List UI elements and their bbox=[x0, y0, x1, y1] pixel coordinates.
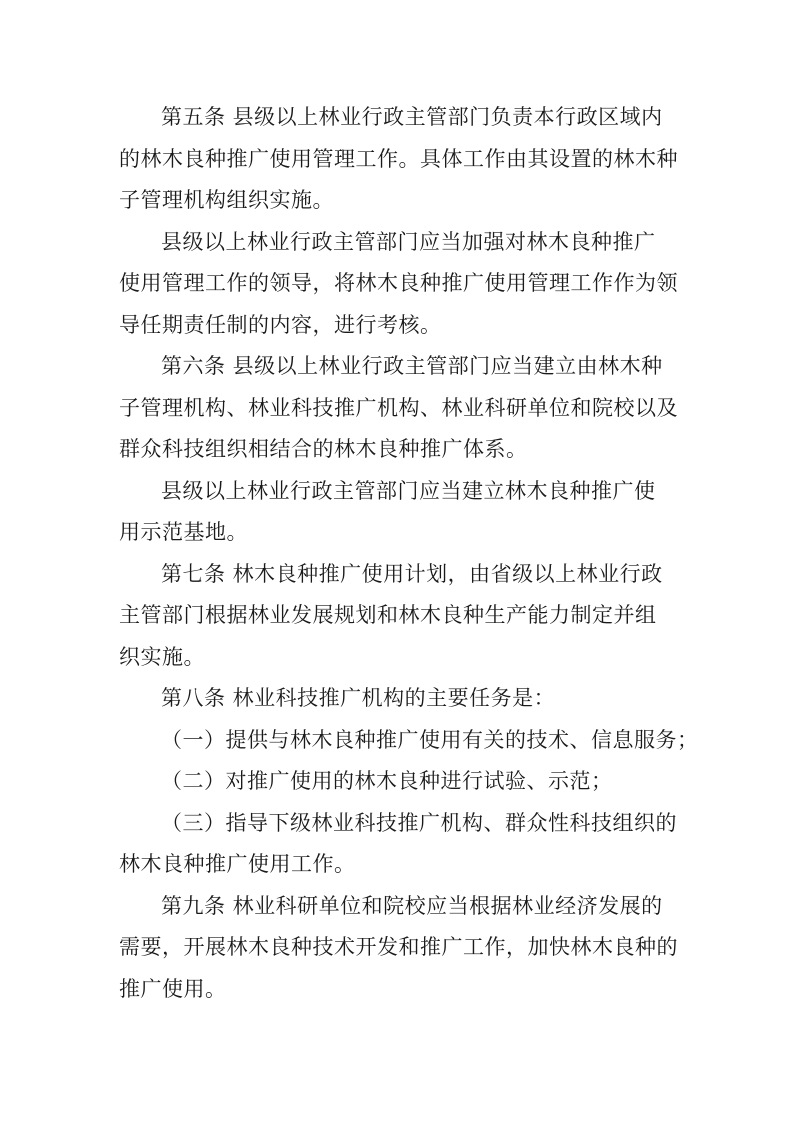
article-8-line-1: 第八条 林业科技推广机构的主要任务是： bbox=[161, 686, 556, 710]
article-7-line-3: 织实施。 bbox=[119, 644, 205, 669]
article-6-para-2-line-2: 用示范基地。 bbox=[119, 520, 248, 544]
article-5-para-2-line-1: 县级以上林业行政主管部门应当加强对林木良种推广 bbox=[161, 229, 656, 254]
article-6-para-2-line-1: 县级以上林业行政主管部门应当建立林木良种推广使 bbox=[161, 478, 656, 503]
article-9-line-1: 第九条 林业科研单位和院校应当根据林业经济发展的 bbox=[161, 893, 663, 918]
article-8-item-2: （二）对推广使用的林木良种进行试验、示范； bbox=[161, 769, 613, 793]
article-9-line-2: 需要，开展林木良种技术开发和推广工作，加快林木良种的 bbox=[119, 935, 678, 959]
article-6-line-3: 群众科技组织相结合的林木良种推广体系。 bbox=[119, 437, 528, 461]
document-body bbox=[119, 97, 699, 1010]
article-6-line-2: 子管理机构、林业科技推广机构、林业科研单位和院校以及 bbox=[119, 395, 678, 420]
article-8-item-1: （一）提供与林木良种推广使用有关的技术、信息服务； bbox=[161, 727, 699, 752]
article-5-para-2-line-2: 使用管理工作的领导，将林木良种推广使用管理工作作为领 bbox=[119, 271, 678, 295]
article-5-line-1: 第五条 县级以上林业行政主管部门负责本行政区域内 bbox=[161, 105, 663, 129]
article-8-item-3-line-2: 林木良种推广使用工作。 bbox=[119, 852, 356, 876]
article-8-item-3-line-1: （三）指导下级林业科技推广机构、群众性科技组织的 bbox=[161, 810, 677, 835]
article-9-line-3: 推广使用。 bbox=[119, 976, 227, 1001]
article-7-line-1: 第七条 林木良种推广使用计划，由省级以上林业行政 bbox=[161, 561, 663, 586]
article-7-line-2: 主管部门根据林业发展规划和林木良种生产能力制定并组 bbox=[119, 603, 657, 627]
article-5-para-2-line-3: 导任期责任制的内容，进行考核。 bbox=[119, 312, 442, 337]
article-5-line-2: 的林木良种推广使用管理工作。具体工作由其设置的林木种 bbox=[119, 146, 678, 171]
article-5-line-3: 子管理机构组织实施。 bbox=[119, 188, 334, 212]
article-6-line-1: 第六条 县级以上林业行政主管部门应当建立由林木种 bbox=[161, 354, 663, 378]
